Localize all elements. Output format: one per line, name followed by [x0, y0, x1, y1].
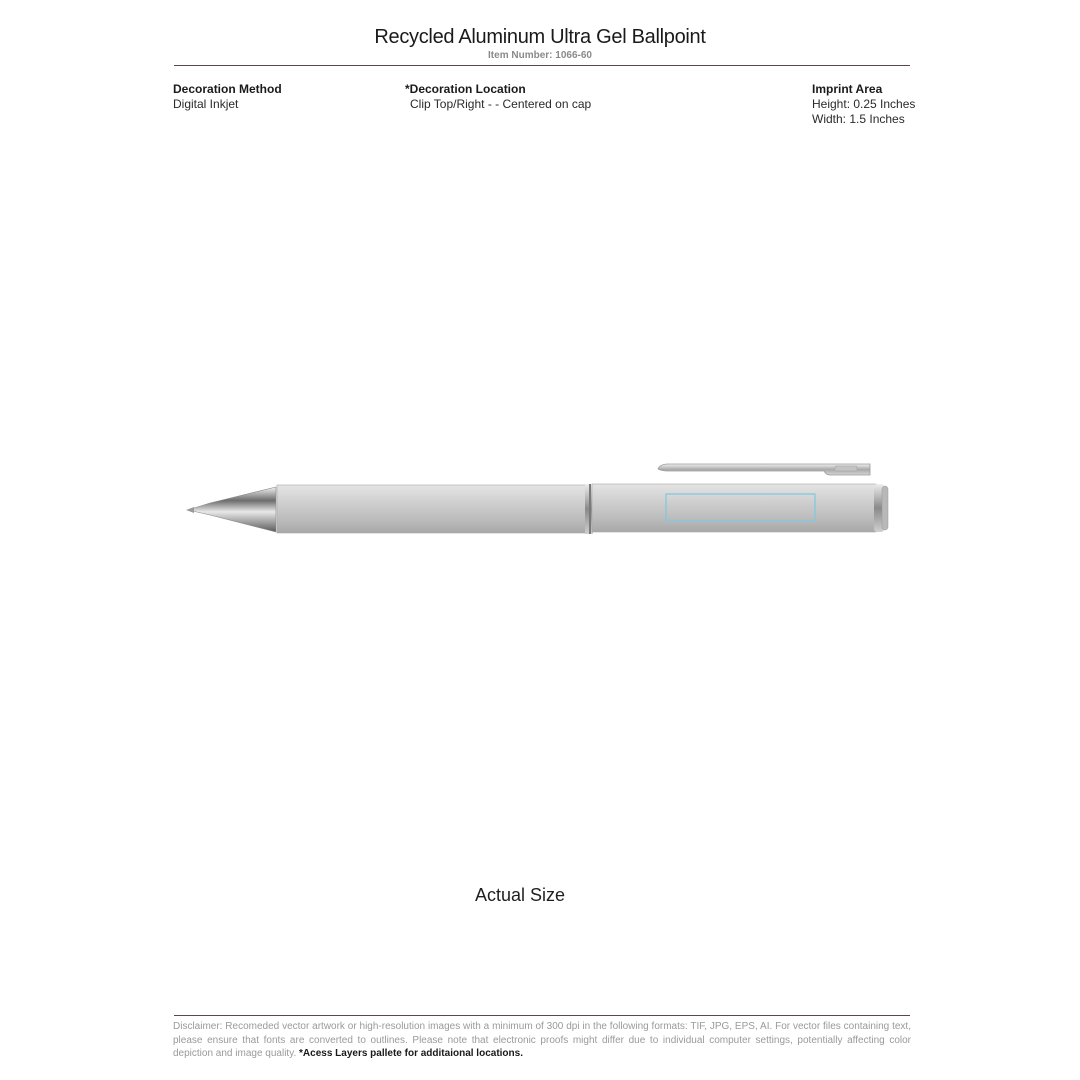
imprint-area-label: Imprint Area — [812, 82, 883, 96]
footer-divider — [174, 1015, 910, 1016]
header-divider — [174, 65, 910, 66]
imprint-area-section — [812, 82, 915, 127]
pen-end-cap — [874, 484, 888, 532]
disclaimer-text: Disclaimer: Recomeded vector artwork or high-resolution images with a minimum of 300 dpi in the following formats: TIF, JPG, EPS, AI. For vector files containing text, please ensure that fonts are converted to outlines. Please note that electronic proofs might differ due to individual computer settings, potentially affecting color depiction and image quality. — [173, 1021, 911, 1059]
disclaimer — [173, 1020, 911, 1061]
decoration-method-value: Digital Inkjet — [173, 97, 239, 111]
actual-size-caption: Actual Size — [474, 885, 566, 905]
decoration-method-label: Decoration Method — [173, 82, 282, 96]
item-number: Item Number: 1066-60 — [488, 50, 592, 61]
pen-cap — [592, 484, 876, 532]
decoration-method-section — [173, 82, 282, 112]
decoration-location-section — [405, 82, 591, 112]
imprint-height-value: Height: 0.25 Inches — [812, 97, 916, 111]
pen-clip — [658, 464, 870, 475]
layers-note: *Acess Layers pallete for additaional locations. — [299, 1048, 523, 1059]
decoration-location-value: Clip Top/Right - - Centered on cap — [410, 97, 592, 111]
product-title: Recycled Aluminum Ultra Gel Ballpoint — [374, 26, 706, 48]
pen-barrel — [277, 485, 587, 533]
pen-tip — [186, 487, 276, 532]
decoration-location-label: *Decoration Location — [405, 82, 526, 96]
imprint-width-value: Width: 1.5 Inches — [812, 112, 905, 126]
pen-illustration — [180, 455, 900, 545]
